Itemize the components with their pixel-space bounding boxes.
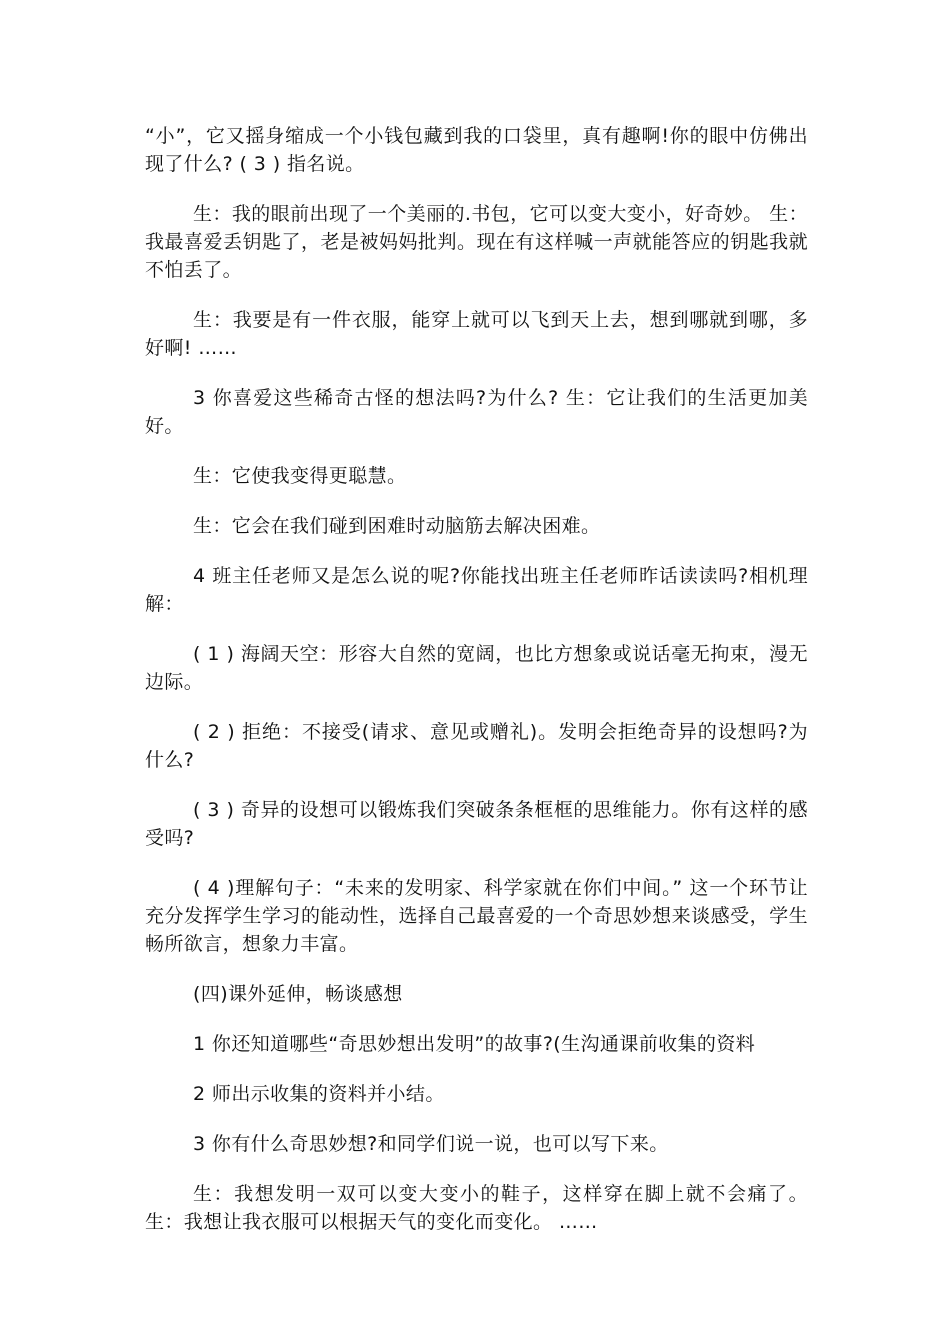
document-body xyxy=(145,122,808,1258)
paragraph: ( 2 ) 拒绝：不接受(请求、意见或赠礼)。发明会拒绝奇异的设想吗?为什么? xyxy=(145,721,808,771)
paragraph: 生：我想发明一双可以变大变小的鞋子，这样穿在脚上就不会痛了。生：我想让我衣服可以根据天气的变化而变化。 …… xyxy=(145,1183,808,1233)
paragraph: 生：它使我变得更聪慧。 xyxy=(193,465,407,487)
paragraph: ( 3 ) 奇异的设想可以锻炼我们突破条条框框的思维能力。你有这样的感受吗? xyxy=(145,799,808,849)
paragraph: ( 1 ) 海阔天空：形容大自然的宽阔，也比方想象或说话毫无拘束，漫无边际。 xyxy=(145,643,808,693)
paragraph: 3 你喜爱这些稀奇古怪的想法吗?为什么? 生：它让我们的生活更加美好。 xyxy=(145,387,808,437)
section-heading: (四)课外延伸，畅谈感想 xyxy=(193,983,403,1005)
paragraph: 1 你还知道哪些“奇思妙想出发明”的故事?(生沟通课前收集的资料 xyxy=(193,1033,756,1055)
paragraph: 4 班主任老师又是怎么说的呢?你能找出班主任老师昨话读读吗?相机理解： xyxy=(145,565,808,615)
paragraph: 生：我要是有一件衣服，能穿上就可以飞到天上去，想到哪就到哪，多好啊! …… xyxy=(145,309,808,359)
paragraph: “小”，它又摇身缩成一个小钱包藏到我的口袋里，真有趣啊!你的眼中仿佛出现了什么? ( 3 ) 指名说。 xyxy=(145,125,808,175)
paragraph: 生：我的眼前出现了一个美丽的.书包，它可以变大变小，好奇妙。 生：我最喜爱丢钥匙了，老是被妈妈批判。现在有这样喊一声就能答应的钥匙我就不怕丢了。 xyxy=(145,203,808,281)
paragraph: 生：它会在我们碰到困难时动脑筋去解决困难。 xyxy=(193,515,601,537)
paragraph: 2 师出示收集的资料并小结。 xyxy=(193,1083,445,1105)
paragraph: ( 4 )理解句子：“未来的发明家、科学家就在你们中间。” 这一个环节让充分发挥学生学习的能动性，选择自己最喜爱的一个奇思妙想来谈感受，学生畅所欲言，想象力丰富。 xyxy=(145,877,808,955)
paragraph: 3 你有什么奇思妙想?和同学们说一说，也可以写下来。 xyxy=(193,1133,669,1155)
